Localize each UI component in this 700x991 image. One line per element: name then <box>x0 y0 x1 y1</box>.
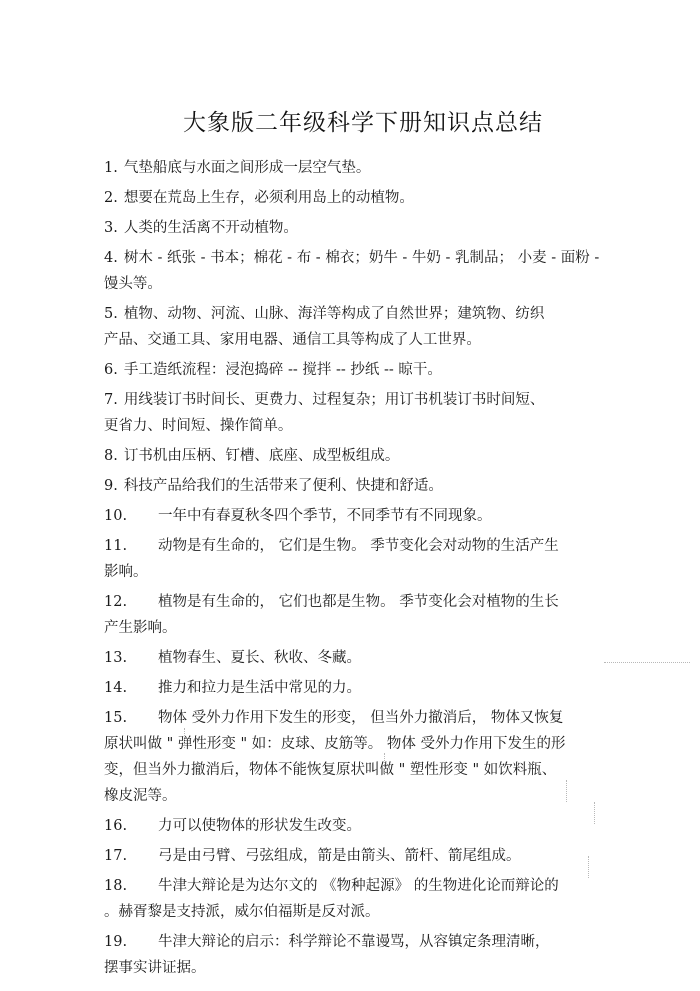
item-number: 12. <box>104 594 128 610</box>
scan-guide-mark <box>594 802 595 824</box>
item-text-line: 气垫船底与水面之间形成一层空气垫。 <box>123 160 371 176</box>
list-item <box>104 301 604 353</box>
item-text-line: 一年中有春夏秋冬四个季节，不同季节有不同现象。 <box>158 508 492 524</box>
item-text-line: 原状叫做 " 弹性形变 " 如：皮球、皮筋等。 物体 受外力作用下发生的形 <box>104 736 566 752</box>
item-number: 10. <box>104 508 128 524</box>
item-number: 17. <box>104 848 128 864</box>
item-number: 16. <box>104 818 128 834</box>
item-text-line: 推力和拉力是生活中常见的力。 <box>158 680 361 696</box>
item-text <box>124 185 604 211</box>
item-text-line: 用线装订书时间长、更费力、过程复杂；用订书机装订书时间短、 <box>123 392 545 408</box>
list-item <box>104 533 604 585</box>
item-text-line: 弓是由弓臂、弓弦组成，箭是由箭头、箭杆、箭尾组成。 <box>158 848 521 864</box>
item-number: 15. <box>104 710 128 726</box>
item-text <box>158 675 604 701</box>
item-text <box>158 645 604 671</box>
list-item <box>104 873 604 925</box>
item-number: 14. <box>104 680 128 696</box>
item-text <box>124 473 604 499</box>
list-item <box>104 503 604 529</box>
item-text <box>158 813 604 839</box>
item-text-line: 订书机由压柄、钉槽、底座、成型板组成。 <box>123 448 400 464</box>
item-text-line: 牛津大辩论的启示：科学辩论不靠谩骂，从容镇定条理清晰， <box>158 934 550 950</box>
item-text-line: 。赫胥黎是支持派，威尔伯福斯是反对派。 <box>104 904 380 920</box>
item-number: 13. <box>104 650 128 666</box>
item-number: 18. <box>104 878 128 894</box>
item-text <box>124 443 604 469</box>
item-number: 5. <box>104 306 118 322</box>
item-text-line: 物体 受外力作用下发生的形变， 但当外力撤消后， 物体又恢复 <box>158 710 564 726</box>
item-text-line: 树木 - 纸张 - 书本；棉花 - 布 - 棉衣；奶牛 - 牛奶 - 乳制品； 小麦 - 面粉 - <box>123 250 600 266</box>
list-item <box>104 705 604 809</box>
item-text-line: 人类的生活离不开动植物。 <box>123 220 298 236</box>
item-text-line: 力可以使物体的形状发生改变。 <box>158 818 361 834</box>
item-text <box>103 301 604 353</box>
item-number: 8. <box>104 448 118 464</box>
item-number: 3. <box>104 220 118 236</box>
list-item <box>104 387 604 439</box>
knowledge-list <box>104 155 604 985</box>
item-number: 7. <box>104 392 118 408</box>
item-text-line: 动物是有生命的， 它们是生物。 季节变化会对动物的生活产生 <box>158 538 559 554</box>
item-text <box>103 387 604 439</box>
item-text <box>158 503 604 529</box>
item-text-line: 变，但当外力撤消后，物体不能恢复原状叫做 " 塑性形变 " 如饮料瓶、 <box>104 762 557 778</box>
list-item <box>104 589 604 641</box>
item-text <box>158 843 604 869</box>
item-text-line: 摆事实讲证据。 <box>104 960 206 976</box>
item-text <box>124 155 604 181</box>
page-title: 大象版二年级科学下册知识点总结 <box>183 110 543 136</box>
item-text-line: 植物春生、夏长、秋收、冬藏。 <box>158 650 361 666</box>
scan-guide-mark <box>384 753 385 775</box>
item-text <box>124 357 604 383</box>
list-item <box>104 155 604 181</box>
item-number: 11. <box>104 538 128 554</box>
list-item <box>104 215 604 241</box>
item-text-line: 植物是有生命的， 它们也都是生物。 季节变化会对植物的生长 <box>158 594 559 610</box>
item-number: 19. <box>104 934 128 950</box>
item-number: 4. <box>104 250 118 266</box>
item-text <box>124 215 604 241</box>
list-item <box>104 473 604 499</box>
list-item <box>104 813 604 839</box>
list-item <box>104 929 604 981</box>
list-item <box>104 843 604 869</box>
item-number: 1. <box>104 160 118 176</box>
list-item <box>104 185 604 211</box>
item-spacer <box>104 981 604 985</box>
item-text-line: 植物、动物、河流、山脉、海洋等构成了自然世界；建筑物、纺织 <box>123 306 545 322</box>
scan-guide-mark <box>588 856 589 878</box>
item-text-line: 馒头等。 <box>103 276 162 292</box>
item-text-line: 更省力、时间短、操作简单。 <box>103 418 293 434</box>
item-text-line: 产品、交通工具、家用电器、通信工具等构成了人工世界。 <box>103 332 481 348</box>
item-text-line: 产生影响。 <box>104 620 177 636</box>
list-item <box>104 245 604 297</box>
item-text-line: 科技产品给我们的生活带来了便利、快捷和舒适。 <box>123 478 443 494</box>
scan-guide-mark <box>184 728 185 748</box>
list-item <box>104 675 604 701</box>
item-text-line: 想要在荒岛上生存，必须利用岛上的动植物。 <box>123 190 414 206</box>
item-text-line: 牛津大辩论是为达尔文的 《物种起源》 的生物进化论而辩论的 <box>158 878 559 894</box>
scan-guide-mark <box>566 780 567 802</box>
list-item <box>104 443 604 469</box>
item-number: 2. <box>104 190 118 206</box>
item-text-line: 橡皮泥等。 <box>104 788 177 804</box>
list-item <box>104 357 604 383</box>
item-number: 9. <box>104 478 118 494</box>
item-text-line: 影响。 <box>104 564 148 580</box>
scan-guide-mark <box>604 662 690 663</box>
item-text-line: 手工造纸流程：浸泡捣碎 -- 搅拌 -- 抄纸 -- 晾干。 <box>123 362 442 378</box>
item-text <box>103 245 604 297</box>
list-item <box>104 645 604 671</box>
item-number: 6. <box>104 362 118 378</box>
